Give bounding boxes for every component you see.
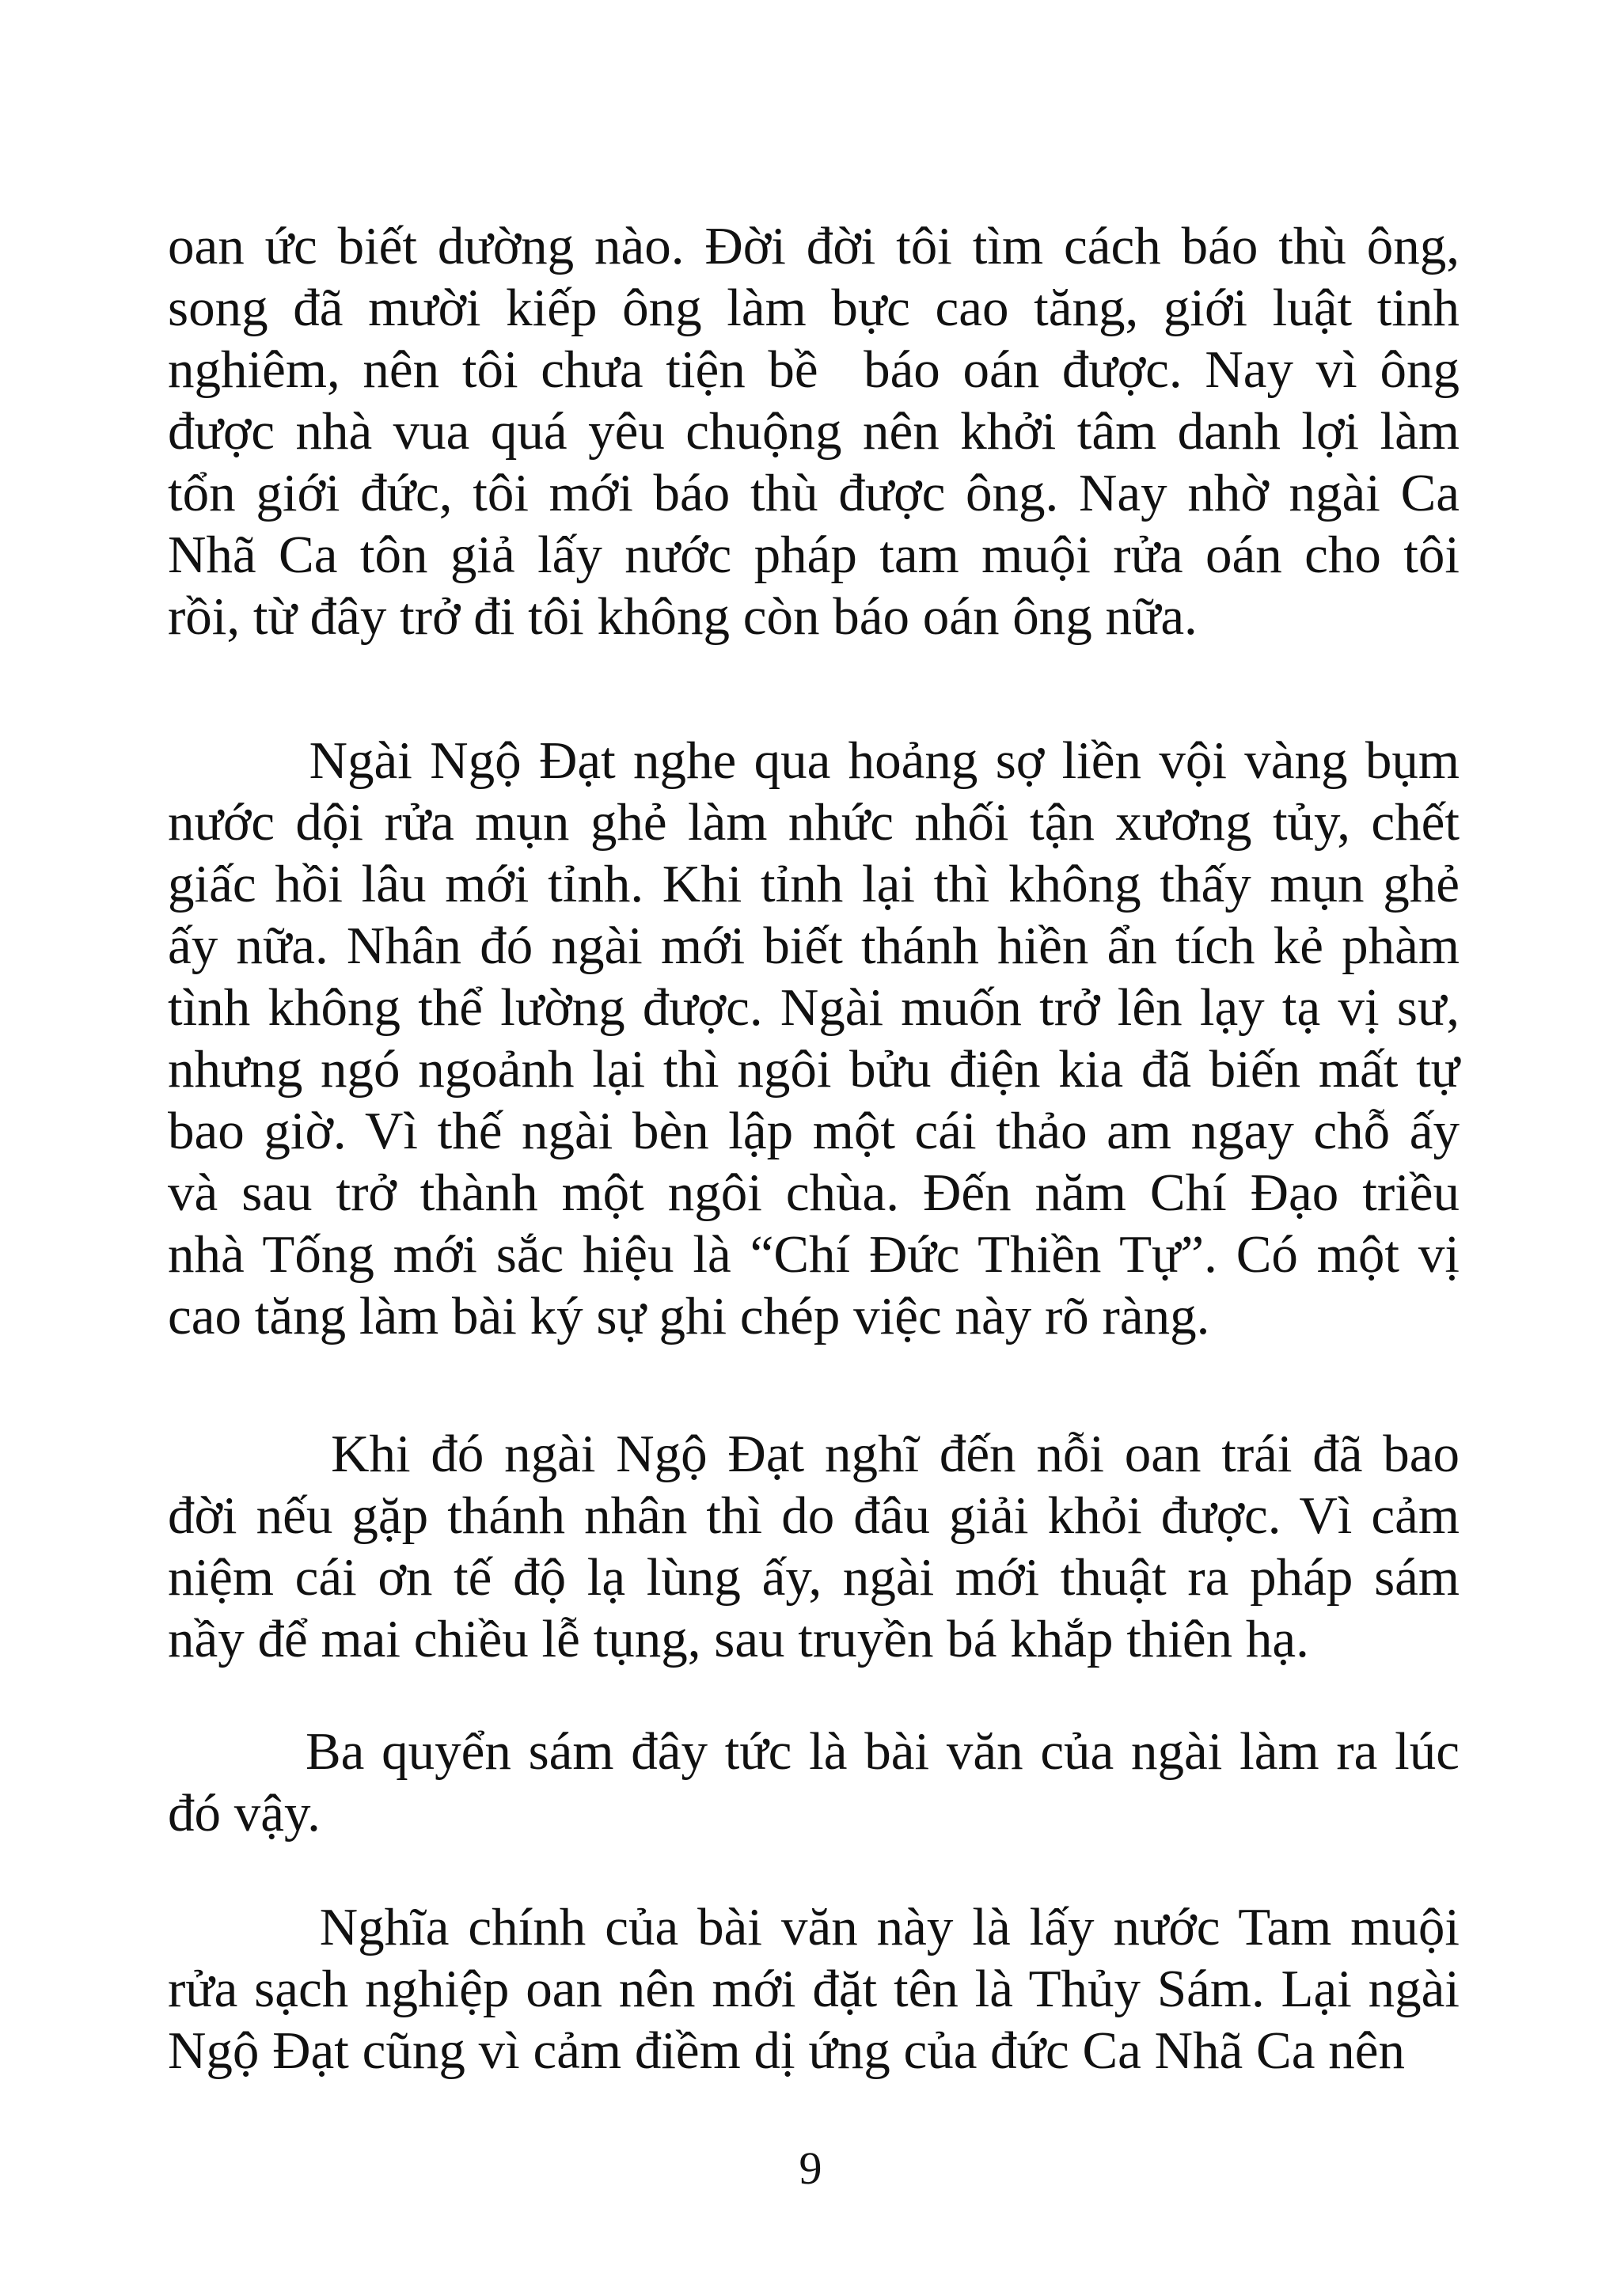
text-line: rửa sạch nghiệp oan nên mới đặt tên là Thủy Sám. Lại ngài — [168, 1960, 1460, 2018]
text-line: Ngài Ngộ Đạt nghe qua hoảng sợ liền vội vàng bụm — [168, 731, 1460, 790]
text-line: nhà Tống mới sắc hiệu là “Chí Đức Thiền Tự”. Có một vị — [168, 1225, 1460, 1284]
text-line: niệm cái ơn tế độ lạ lùng ấy, ngài mới thuật ra pháp sám — [168, 1548, 1460, 1607]
body-text — [168, 0, 1460, 2137]
text-line: cao tăng làm bài ký sự ghi chép việc này rõ ràng. — [168, 1287, 1210, 1345]
paragraph — [168, 1721, 1460, 1844]
text-line: tình không thể lường được. Ngài muốn trở lên lạy tạ vị sư, — [168, 978, 1460, 1037]
text-line: và sau trở thành một ngôi chùa. Đến năm Chí Đạo triều — [168, 1163, 1460, 1222]
paragraph — [168, 730, 1460, 1347]
text-line: nầy để mai chiều lễ tụng, sau truyền bá khắp thiên hạ. — [168, 1610, 1309, 1668]
text-line: đời nếu gặp thánh nhân thì do đâu giải khỏi được. Vì cảm — [168, 1486, 1460, 1545]
text-line: Khi đó ngài Ngộ Đạt nghĩ đến nỗi oan trái đã bao — [168, 1425, 1460, 1483]
text-line: giấc hồi lâu mới tỉnh. Khi tỉnh lại thì không thấy mụn ghẻ — [168, 855, 1460, 913]
text-line: nghiêm, nên tôi chưa tiện bề báo oán được. Nay vì ông — [168, 340, 1460, 399]
text-line: ấy nữa. Nhân đó ngài mới biết thánh hiền ẩn tích kẻ phàm — [168, 917, 1460, 975]
text-line: Nghĩa chính của bài văn này là lấy nước Tam muội — [168, 1898, 1460, 1956]
text-line: nước dội rửa mụn ghẻ làm nhức nhối tận xương tủy, chết — [168, 793, 1460, 852]
paragraph — [168, 215, 1460, 647]
text-line: song đã mười kiếp ông làm bực cao tăng, giới luật tinh — [168, 279, 1460, 337]
text-line: bao giờ. Vì thế ngài bèn lập một cái thảo am ngay chỗ ấy — [168, 1102, 1460, 1160]
paragraph — [168, 1896, 1460, 2082]
text-line: được nhà vua quá yêu chuộng nên khởi tâm danh lợi làm — [168, 402, 1460, 461]
page-number: 9 — [799, 2142, 822, 2194]
text-line: rồi, từ đây trở đi tôi không còn báo oán ông nữa. — [168, 587, 1198, 646]
text-line: Ba quyển sám đây tức là bài văn của ngài làm ra lúc — [168, 1722, 1460, 1781]
paragraph — [168, 1423, 1460, 1670]
text-line: Nhã Ca tôn giả lấy nước pháp tam muội rửa oán cho tôi — [168, 526, 1460, 584]
text-line: oan ức biết dường nào. Đời đời tôi tìm cách báo thù ông, — [168, 217, 1460, 275]
text-line: Ngộ Đạt cũng vì cảm điềm dị ứng của đức Ca Nhã Ca nên — [168, 2021, 1405, 2080]
text-line: đó vậy. — [168, 1784, 321, 1842]
text-line: tổn giới đức, tôi mới báo thù được ông. Nay nhờ ngài Ca — [168, 464, 1460, 522]
text-line: nhưng ngó ngoảnh lại thì ngôi bửu điện kia đã biến mất tự — [168, 1040, 1460, 1099]
